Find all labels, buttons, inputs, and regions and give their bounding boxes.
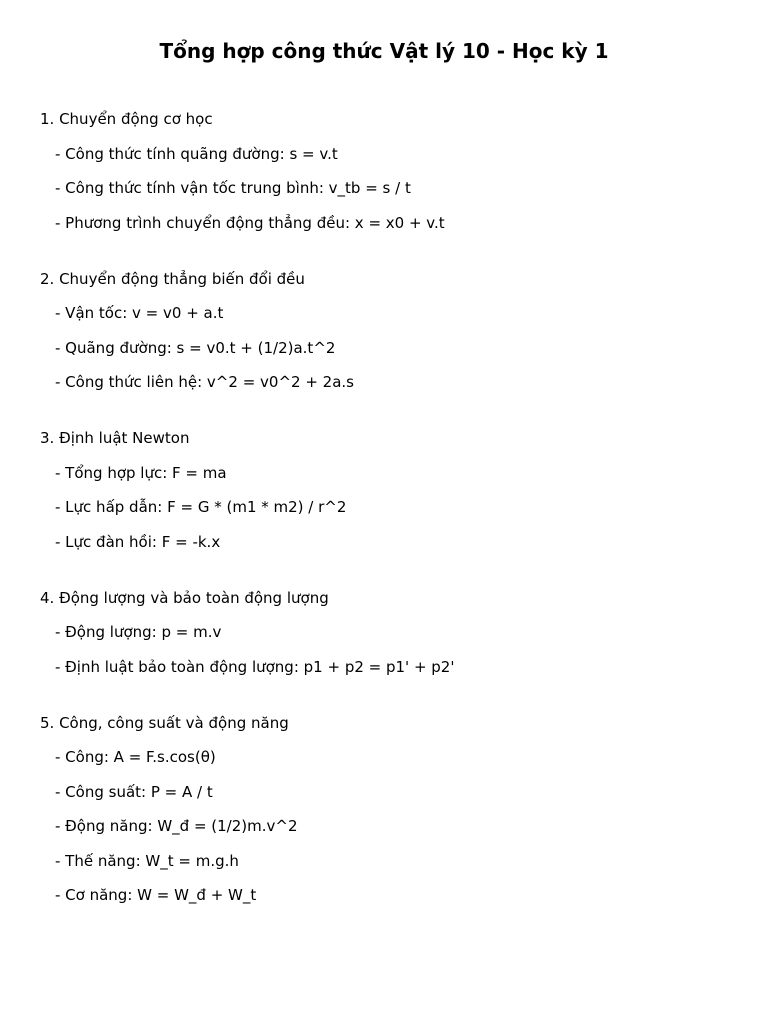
section-chuyen-dong-thang-bien-doi-deu — [40, 268, 740, 394]
formula-item: - Công thức liên hệ: v^2 = v0^2 + 2a.s — [55, 373, 354, 391]
section-cong-cong-suat-dong-nang — [40, 712, 740, 907]
formula-item: - Phương trình chuyển động thẳng đều: x = x0 + v.t — [55, 213, 445, 232]
formula-item: - Công thức tính quãng đường: s = v.t — [55, 144, 338, 163]
section-chuyen-dong-co-hoc — [40, 108, 740, 234]
formula-item: - Lực đàn hồi: F = -k.x — [55, 532, 221, 551]
formula-item: - Thế năng: W_t = m.g.h — [55, 851, 239, 870]
section-dinh-luat-newton — [40, 427, 740, 553]
formula-item: - Động lượng: p = m.v — [55, 623, 222, 641]
formula-item: - Động năng: W_đ = (1/2)m.v^2 — [55, 817, 298, 835]
section-heading: 1. Chuyển động cơ học — [40, 110, 213, 128]
formula-item: - Tổng hợp lực: F = ma — [55, 463, 227, 482]
section-heading: 2. Chuyển động thẳng biến đổi đều — [40, 269, 305, 288]
document-body — [40, 108, 740, 940]
formula-item: - Cơ năng: W = W_đ + W_t — [55, 886, 257, 904]
section-heading: 5. Công, công suất và động năng — [40, 713, 289, 732]
formula-item: - Lực hấp dẫn: F = G * (m1 * m2) / r^2 — [55, 498, 347, 516]
section-heading: 3. Định luật Newton — [40, 429, 190, 447]
formula-item: - Công thức tính vận tốc trung bình: v_tb = s / t — [55, 179, 411, 197]
formula-item: - Công suất: P = A / t — [55, 782, 213, 801]
section-heading: 4. Động lượng và bảo toàn động lượng — [40, 588, 329, 607]
formula-item: - Công: A = F.s.cos(θ) — [55, 748, 216, 766]
section-dong-luong — [40, 587, 740, 678]
formula-item: - Định luật bảo toàn động lượng: p1 + p2 = p1' + p2' — [55, 657, 455, 676]
page-title: Tổng hợp công thức Vật lý 10 - Học kỳ 1 — [159, 39, 609, 63]
formula-item: - Vận tốc: v = v0 + a.t — [55, 304, 224, 322]
formula-item: - Quãng đường: s = v0.t + (1/2)a.t^2 — [55, 338, 336, 357]
